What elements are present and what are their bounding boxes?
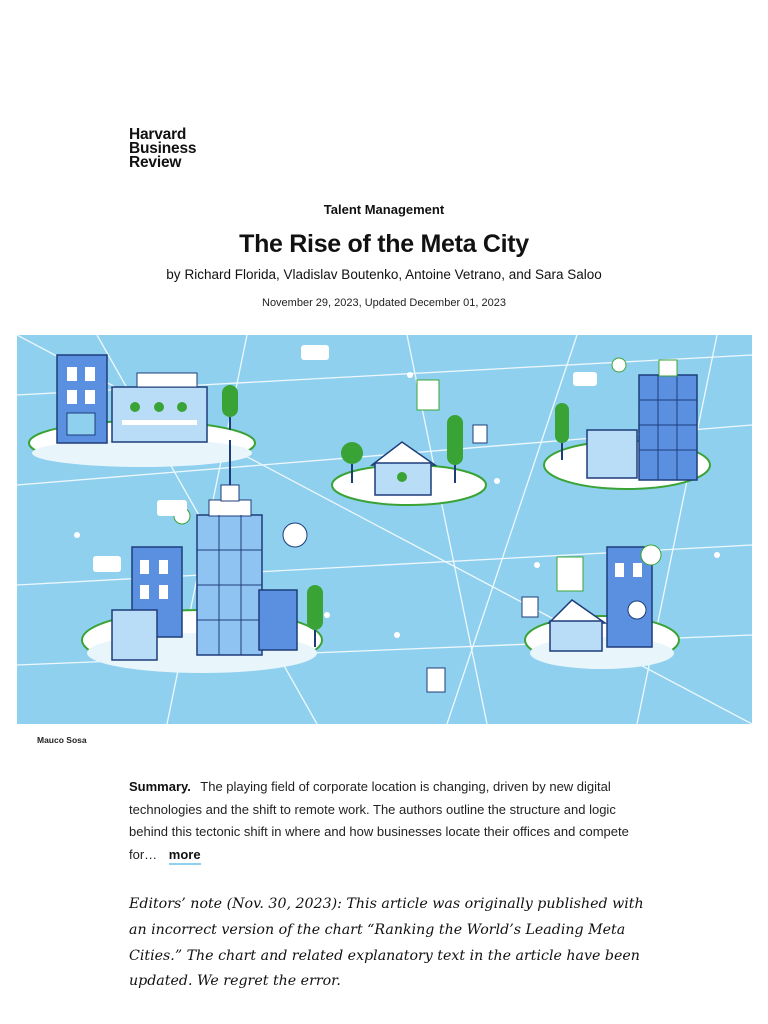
article-category[interactable]: Talent Management	[323, 202, 445, 217]
byline-authors[interactable]: Richard Florida, Vladislav Boutenko, Antoine Vetrano, and Sara Saloo	[184, 267, 602, 282]
article-title: The Rise of the Meta City	[239, 230, 529, 258]
editors-note: Editors’ note (Nov. 30, 2023): This article was originally published with an incorrect version of the chart “Ranking the World’s Leading Meta Cities.” The chart and related explanatory text in the article have been updated. We regret the error.	[129, 896, 644, 990]
logo-line-business: Business	[129, 140, 197, 157]
article-byline	[0, 267, 768, 282]
island-right-top	[544, 358, 710, 489]
island-top-left	[29, 355, 255, 467]
image-credit: Mauco Sosa	[37, 735, 87, 745]
island-bottom-right	[522, 545, 679, 669]
logo-line-harvard: Harvard	[129, 126, 187, 143]
message-bubble-icon	[301, 345, 329, 360]
summary-label: Summary.	[129, 779, 191, 794]
hero-illustration	[17, 335, 752, 724]
hbr-logo[interactable]	[129, 128, 196, 170]
island-bottom-left	[82, 440, 323, 673]
byline-prefix: by	[166, 267, 181, 282]
article-summary	[129, 776, 639, 867]
meta-city-illustration	[17, 335, 752, 724]
summary-more-link[interactable]: more	[169, 847, 201, 865]
document-icon	[427, 668, 445, 692]
summary-text: The playing field of corporate location is changing, driven by new digital technologies and the shift to remote work. The authors outline the structure and logic behind this tectonic shift in where and how businesses locate their offices and compete for…	[129, 779, 629, 863]
article-dates: November 29, 2023, Updated December 01, 2023	[262, 297, 506, 309]
island-center-top	[332, 380, 487, 505]
logo-line-review: Review	[129, 154, 182, 171]
